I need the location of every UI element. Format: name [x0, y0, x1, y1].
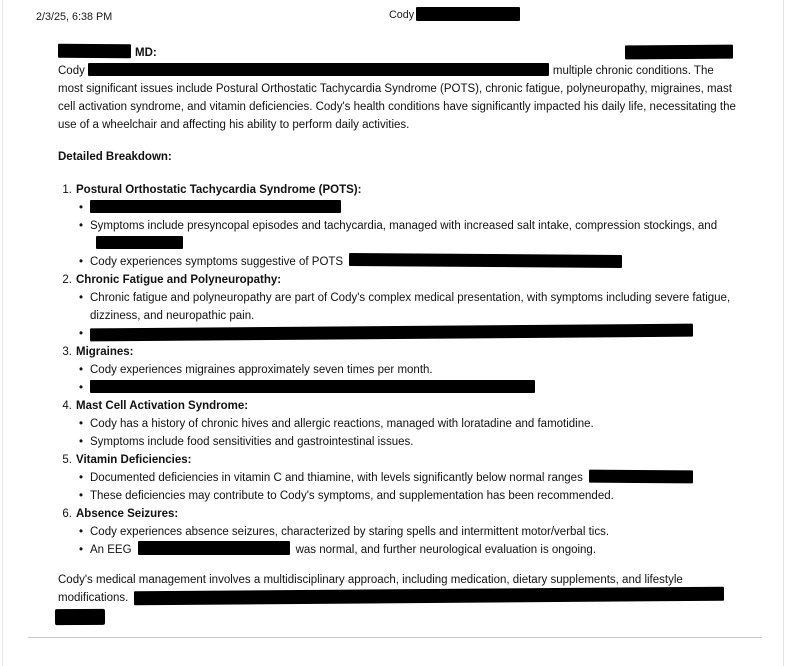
page-right-edge — [783, 0, 784, 666]
breakdown-heading: Detailed Breakdown: — [58, 151, 172, 163]
redaction-box — [90, 324, 693, 342]
section-number: 6. — [62, 508, 72, 520]
list-item: • An EEG was normal, and further neurological evaluation is ongoing. — [90, 541, 748, 559]
print-timestamp: 2/3/25, 6:38 PM — [36, 11, 113, 23]
redaction-box — [88, 63, 549, 76]
list-item: • Chronic fatigue and polyneuropathy are part of Cody's complex medical presentation, with symptoms including severe fatigue, dizziness, and neuropathic pain. — [90, 289, 748, 325]
redaction-box — [96, 236, 183, 249]
section-title: Absence Seizures: — [76, 508, 179, 520]
list-item: • Cody has a history of chronic hives and allergic reactions, managed with loratadine and famotidine. — [90, 415, 748, 433]
list-item: • Symptoms include food sensitivities and gastrointestinal issues. — [90, 433, 748, 451]
redaction-box — [625, 45, 733, 60]
intro-paragraph — [58, 62, 738, 134]
section-title-row — [58, 451, 748, 469]
redaction-box — [134, 587, 724, 606]
section-title: Vitamin Deficiencies: — [76, 454, 192, 466]
redaction-box-signature — [55, 609, 105, 625]
section-number: 5. — [62, 454, 72, 466]
section-title-row — [58, 505, 748, 523]
print-header — [0, 0, 787, 26]
section-title-row — [58, 397, 748, 415]
page-left-edge — [2, 0, 3, 666]
section-fatigue — [58, 271, 748, 343]
section-number: 4. — [62, 400, 72, 412]
print-title-text: Cody — [389, 9, 415, 21]
bullet-list — [58, 469, 748, 505]
section-pots — [58, 181, 748, 271]
section-seizures — [58, 505, 748, 559]
section-title: Postural Orthostatic Tachycardia Syndrome (POTS): — [76, 184, 362, 196]
redaction-box — [90, 380, 535, 393]
bullet-list — [58, 523, 748, 559]
section-number: 3. — [62, 346, 72, 358]
section-title-row — [58, 271, 748, 289]
list-item — [90, 325, 748, 343]
closing-paragraph: Cody's medical management involves a multidisciplinary approach, including medication, dietary supplements, and lifestyle modifications. — [58, 571, 748, 607]
section-number: 2. — [62, 274, 72, 286]
section-title: Migraines: — [76, 346, 134, 358]
list-item: • Cody experiences symptoms suggestive of POTS — [90, 253, 748, 271]
redaction-box — [58, 44, 131, 59]
intro-text: multiple chronic conditions. The most significant issues include Postural Orthostatic Tachycardia Syndrome (POTS), chronic fatigue, polyneuropathy, migraines, mast cell activation syndrome, and vitamin deficiencies. Cody's health conditions have significantly impacted his daily life, necessitating the use of a wheelchair and affecting his ability to perform daily activities. — [58, 65, 736, 131]
section-title-row — [58, 343, 748, 361]
section-title: Mast Cell Activation Syndrome: — [76, 400, 249, 412]
bullet-list — [58, 289, 748, 343]
redaction-box — [589, 470, 693, 484]
list-item — [90, 199, 748, 217]
list-item: • Cody experiences migraines approximately seven times per month. — [90, 361, 748, 379]
list-item — [90, 379, 748, 397]
redaction-box — [416, 7, 520, 21]
section-mcas — [58, 397, 748, 451]
redaction-box — [90, 200, 341, 213]
doc-title-line — [58, 44, 748, 62]
list-item: • Symptoms include presyncopal episodes and tachycardia, managed with increased salt intake, compression stockings, and — [90, 217, 748, 253]
numbered-list — [58, 181, 748, 559]
section-vitamins — [58, 451, 748, 505]
intro-prefix: Cody — [58, 65, 85, 77]
doc-title-md: MD: — [135, 47, 157, 59]
section-number: 1. — [62, 184, 72, 196]
list-item: • Cody experiences absence seizures, characterized by staring spells and intermittent motor/verbal tics. — [90, 523, 748, 541]
redaction-box — [349, 253, 622, 268]
bullet-list — [58, 361, 748, 397]
print-title — [389, 6, 520, 24]
section-title: Chronic Fatigue and Polyneuropathy: — [76, 274, 282, 286]
bullet-list — [58, 415, 748, 451]
list-item: • These deficiencies may contribute to Cody's symptoms, and supplementation has been recommended. — [90, 487, 748, 505]
list-item: • Documented deficiencies in vitamin C and thiamine, with levels significantly below normal ranges — [90, 469, 748, 487]
section-title-row — [58, 181, 748, 199]
document-body — [58, 44, 748, 625]
bullet-list — [58, 199, 748, 271]
section-migraines — [58, 343, 748, 397]
redaction-box — [138, 541, 290, 555]
footer-divider — [28, 637, 762, 638]
